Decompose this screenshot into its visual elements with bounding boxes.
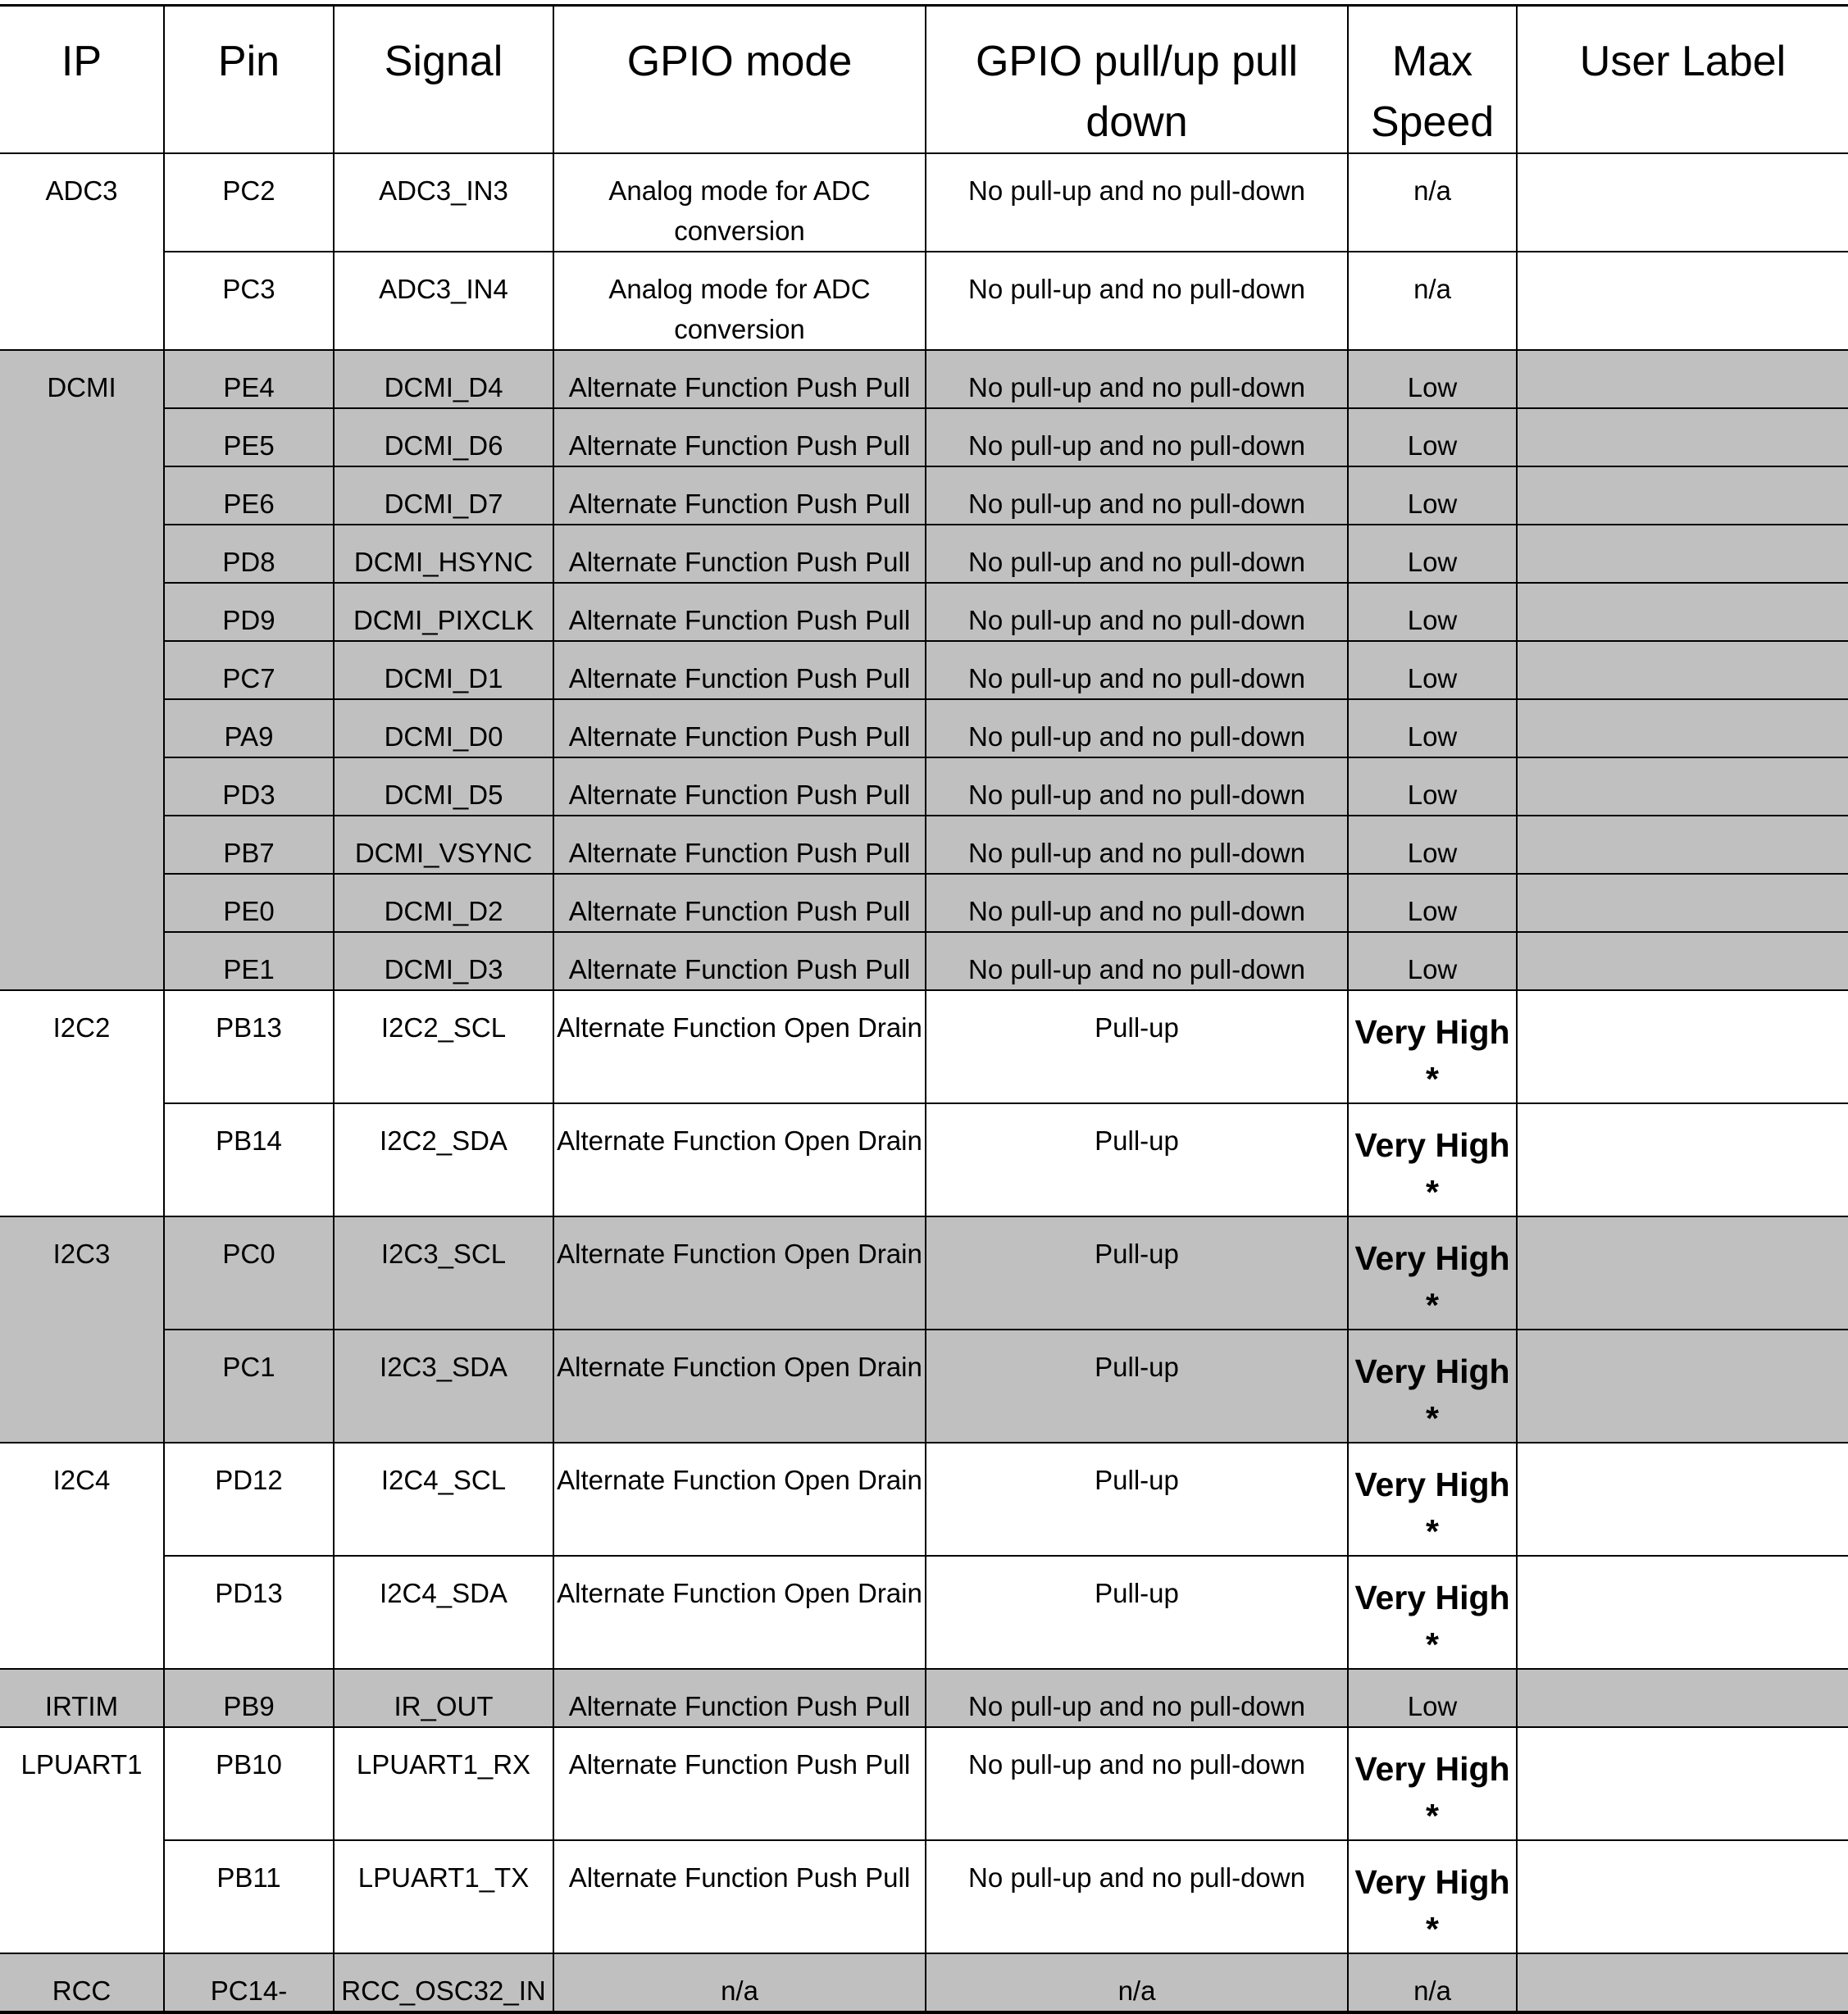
cell-ip: [0, 583, 164, 641]
header-signal: Signal: [334, 6, 553, 154]
header-pin: Pin: [164, 6, 334, 154]
cell-ip: [0, 525, 164, 583]
cell-user-label: [1517, 1556, 1848, 1669]
cell-gpio-pull: No pull-up and no pull-down: [926, 699, 1348, 757]
cell-gpio-mode: Alternate Function Push Pull: [553, 699, 926, 757]
cell-signal: ADC3_IN4: [334, 252, 553, 350]
cell-ip: DCMI: [0, 350, 164, 408]
cell-signal: RCC_OSC32_IN: [334, 1953, 553, 2012]
header-row: [0, 6, 1848, 154]
cell-gpio-pull: No pull-up and no pull-down: [926, 153, 1348, 252]
cell-pin: PE6: [164, 466, 334, 525]
cell-user-label: [1517, 252, 1848, 350]
table-row: [0, 816, 1848, 874]
gpio-configuration-table: [0, 4, 1848, 2014]
cell-gpio-pull: Pull-up: [926, 1330, 1348, 1443]
cell-signal: DCMI_D7: [334, 466, 553, 525]
cell-gpio-pull: No pull-up and no pull-down: [926, 757, 1348, 816]
cell-pin: PA9: [164, 699, 334, 757]
cell-max-speed: Low: [1348, 583, 1517, 641]
cell-gpio-pull: Pull-up: [926, 1216, 1348, 1330]
cell-signal: I2C2_SCL: [334, 990, 553, 1103]
cell-gpio-mode: Alternate Function Push Pull: [553, 641, 926, 699]
cell-pin: PD8: [164, 525, 334, 583]
header-gpio-pull: GPIO pull/up pull down: [926, 6, 1348, 154]
cell-max-speed: Very High *: [1348, 1330, 1517, 1443]
cell-pin: PB10: [164, 1727, 334, 1840]
cell-gpio-mode: Alternate Function Push Pull: [553, 874, 926, 932]
cell-signal: DCMI_D4: [334, 350, 553, 408]
cell-pin: PC0: [164, 1216, 334, 1330]
cell-ip: IRTIM: [0, 1669, 164, 1727]
cell-pin: PC7: [164, 641, 334, 699]
cell-gpio-pull: Pull-up: [926, 1556, 1348, 1669]
cell-gpio-pull: No pull-up and no pull-down: [926, 350, 1348, 408]
cell-ip: [0, 874, 164, 932]
cell-pin: PB13: [164, 990, 334, 1103]
table-row: [0, 583, 1848, 641]
table-row: [0, 1330, 1848, 1443]
cell-user-label: [1517, 816, 1848, 874]
cell-signal: DCMI_D2: [334, 874, 553, 932]
cell-ip: [0, 699, 164, 757]
cell-ip: [0, 1556, 164, 1669]
cell-pin: PD12: [164, 1443, 334, 1556]
cell-signal: I2C4_SCL: [334, 1443, 553, 1556]
cell-max-speed: Low: [1348, 699, 1517, 757]
cell-gpio-mode: Alternate Function Open Drain: [553, 1330, 926, 1443]
cell-gpio-pull: No pull-up and no pull-down: [926, 874, 1348, 932]
cell-ip: [0, 1103, 164, 1216]
cell-pin: PD13: [164, 1556, 334, 1669]
cell-pin: PE0: [164, 874, 334, 932]
cell-signal: DCMI_D0: [334, 699, 553, 757]
cell-gpio-pull: No pull-up and no pull-down: [926, 252, 1348, 350]
cell-gpio-pull: No pull-up and no pull-down: [926, 1669, 1348, 1727]
cell-max-speed: Very High *: [1348, 1727, 1517, 1840]
cell-signal: DCMI_D6: [334, 408, 553, 466]
header-ip: IP: [0, 6, 164, 154]
cell-gpio-mode: Alternate Function Push Pull: [553, 525, 926, 583]
cell-user-label: [1517, 1840, 1848, 1953]
table-row: [0, 641, 1848, 699]
cell-gpio-mode: Alternate Function Push Pull: [553, 757, 926, 816]
cell-signal: I2C3_SCL: [334, 1216, 553, 1330]
cell-signal: DCMI_D1: [334, 641, 553, 699]
header-max-speed: Max Speed: [1348, 6, 1517, 154]
cell-gpio-mode: Alternate Function Push Pull: [553, 1727, 926, 1840]
cell-pin: PB9: [164, 1669, 334, 1727]
cell-gpio-mode: Alternate Function Push Pull: [553, 350, 926, 408]
cell-signal: IR_OUT: [334, 1669, 553, 1727]
cell-max-speed: Low: [1348, 466, 1517, 525]
cell-gpio-pull: Pull-up: [926, 1443, 1348, 1556]
cell-gpio-mode: Alternate Function Open Drain: [553, 1556, 926, 1669]
cell-signal: DCMI_HSYNC: [334, 525, 553, 583]
cell-user-label: [1517, 932, 1848, 990]
cell-ip: [0, 408, 164, 466]
cell-user-label: [1517, 1953, 1848, 2012]
cell-ip: [0, 757, 164, 816]
cell-ip: [0, 252, 164, 350]
cell-gpio-mode: Alternate Function Open Drain: [553, 990, 926, 1103]
table-body: [0, 153, 1848, 2012]
table-row: [0, 757, 1848, 816]
cell-gpio-mode: Analog mode for ADC conversion: [553, 153, 926, 252]
cell-pin: PE4: [164, 350, 334, 408]
cell-pin: PC2: [164, 153, 334, 252]
cell-pin: PE5: [164, 408, 334, 466]
cell-signal: I2C2_SDA: [334, 1103, 553, 1216]
cell-max-speed: Very High *: [1348, 1840, 1517, 1953]
table-row: [0, 1103, 1848, 1216]
cell-user-label: [1517, 699, 1848, 757]
cell-max-speed: Low: [1348, 932, 1517, 990]
table-row: [0, 1443, 1848, 1556]
table-row: [0, 990, 1848, 1103]
cell-gpio-mode: Analog mode for ADC conversion: [553, 252, 926, 350]
cell-signal: DCMI_D3: [334, 932, 553, 990]
cell-user-label: [1517, 350, 1848, 408]
cell-gpio-pull: Pull-up: [926, 1103, 1348, 1216]
cell-max-speed: Low: [1348, 757, 1517, 816]
table-row: [0, 699, 1848, 757]
cell-user-label: [1517, 1216, 1848, 1330]
table-row: [0, 525, 1848, 583]
cell-signal: LPUART1_RX: [334, 1727, 553, 1840]
cell-max-speed: Very High *: [1348, 1556, 1517, 1669]
table-row: [0, 874, 1848, 932]
cell-gpio-pull: No pull-up and no pull-down: [926, 466, 1348, 525]
cell-user-label: [1517, 1443, 1848, 1556]
cell-user-label: [1517, 583, 1848, 641]
table-row: [0, 1727, 1848, 1840]
cell-gpio-pull: n/a: [926, 1953, 1348, 2012]
cell-user-label: [1517, 641, 1848, 699]
cell-ip: I2C3: [0, 1216, 164, 1330]
cell-pin: PE1: [164, 932, 334, 990]
cell-signal: DCMI_D5: [334, 757, 553, 816]
cell-gpio-pull: No pull-up and no pull-down: [926, 641, 1348, 699]
cell-gpio-pull: No pull-up and no pull-down: [926, 816, 1348, 874]
cell-gpio-mode: Alternate Function Push Pull: [553, 1669, 926, 1727]
table-row: [0, 932, 1848, 990]
cell-gpio-mode: Alternate Function Open Drain: [553, 1216, 926, 1330]
cell-signal: DCMI_VSYNC: [334, 816, 553, 874]
cell-pin: PC3: [164, 252, 334, 350]
table-row: [0, 1953, 1848, 2012]
cell-ip: [0, 816, 164, 874]
cell-gpio-pull: No pull-up and no pull-down: [926, 932, 1348, 990]
cell-user-label: [1517, 1330, 1848, 1443]
cell-gpio-mode: Alternate Function Push Pull: [553, 583, 926, 641]
cell-pin: PB11: [164, 1840, 334, 1953]
cell-gpio-mode: Alternate Function Push Pull: [553, 466, 926, 525]
cell-user-label: [1517, 153, 1848, 252]
cell-gpio-pull: No pull-up and no pull-down: [926, 1840, 1348, 1953]
cell-ip: I2C4: [0, 1443, 164, 1556]
cell-pin: PB7: [164, 816, 334, 874]
cell-max-speed: Low: [1348, 1669, 1517, 1727]
table-row: [0, 350, 1848, 408]
cell-max-speed: Very High *: [1348, 1103, 1517, 1216]
cell-pin: PD9: [164, 583, 334, 641]
cell-ip: [0, 1840, 164, 1953]
table-row: [0, 1840, 1848, 1953]
table-row: [0, 466, 1848, 525]
cell-user-label: [1517, 1669, 1848, 1727]
cell-gpio-mode: Alternate Function Push Pull: [553, 816, 926, 874]
cell-max-speed: Low: [1348, 641, 1517, 699]
table-row: [0, 1669, 1848, 1727]
cell-gpio-pull: No pull-up and no pull-down: [926, 583, 1348, 641]
cell-signal: ADC3_IN3: [334, 153, 553, 252]
cell-max-speed: n/a: [1348, 153, 1517, 252]
cell-max-speed: n/a: [1348, 252, 1517, 350]
cell-user-label: [1517, 1727, 1848, 1840]
header-user-label: User Label: [1517, 6, 1848, 154]
cell-ip: I2C2: [0, 990, 164, 1103]
cell-ip: RCC: [0, 1953, 164, 2012]
cell-gpio-pull: No pull-up and no pull-down: [926, 408, 1348, 466]
header-gpio-mode: GPIO mode: [553, 6, 926, 154]
cell-max-speed: Very High *: [1348, 1443, 1517, 1556]
cell-gpio-pull: Pull-up: [926, 990, 1348, 1103]
table-row: [0, 408, 1848, 466]
cell-max-speed: Low: [1348, 408, 1517, 466]
cell-ip: LPUART1: [0, 1727, 164, 1840]
cell-user-label: [1517, 466, 1848, 525]
cell-pin: PC1: [164, 1330, 334, 1443]
cell-max-speed: Low: [1348, 816, 1517, 874]
cell-gpio-mode: Alternate Function Open Drain: [553, 1103, 926, 1216]
cell-max-speed: Very High *: [1348, 990, 1517, 1103]
cell-user-label: [1517, 990, 1848, 1103]
cell-max-speed: Low: [1348, 874, 1517, 932]
cell-pin: PC14-: [164, 1953, 334, 2012]
cell-gpio-mode: n/a: [553, 1953, 926, 2012]
cell-user-label: [1517, 408, 1848, 466]
cell-signal: I2C4_SDA: [334, 1556, 553, 1669]
cell-max-speed: n/a: [1348, 1953, 1517, 2012]
cell-gpio-mode: Alternate Function Open Drain: [553, 1443, 926, 1556]
cell-max-speed: Very High *: [1348, 1216, 1517, 1330]
cell-gpio-mode: Alternate Function Push Pull: [553, 1840, 926, 1953]
table-row: [0, 1556, 1848, 1669]
cell-user-label: [1517, 525, 1848, 583]
cell-signal: DCMI_PIXCLK: [334, 583, 553, 641]
cell-pin: PD3: [164, 757, 334, 816]
cell-ip: [0, 1330, 164, 1443]
cell-pin: PB14: [164, 1103, 334, 1216]
cell-signal: I2C3_SDA: [334, 1330, 553, 1443]
table-row: [0, 1216, 1848, 1330]
cell-ip: [0, 466, 164, 525]
table-row: [0, 252, 1848, 350]
cell-ip: [0, 641, 164, 699]
cell-max-speed: Low: [1348, 350, 1517, 408]
cell-gpio-pull: No pull-up and no pull-down: [926, 525, 1348, 583]
cell-ip: ADC3: [0, 153, 164, 252]
cell-signal: LPUART1_TX: [334, 1840, 553, 1953]
cell-max-speed: Low: [1348, 525, 1517, 583]
cell-gpio-mode: Alternate Function Push Pull: [553, 932, 926, 990]
cell-ip: [0, 932, 164, 990]
table-row: [0, 153, 1848, 252]
cell-gpio-mode: Alternate Function Push Pull: [553, 408, 926, 466]
cell-gpio-pull: No pull-up and no pull-down: [926, 1727, 1348, 1840]
cell-user-label: [1517, 757, 1848, 816]
cell-user-label: [1517, 874, 1848, 932]
cell-user-label: [1517, 1103, 1848, 1216]
